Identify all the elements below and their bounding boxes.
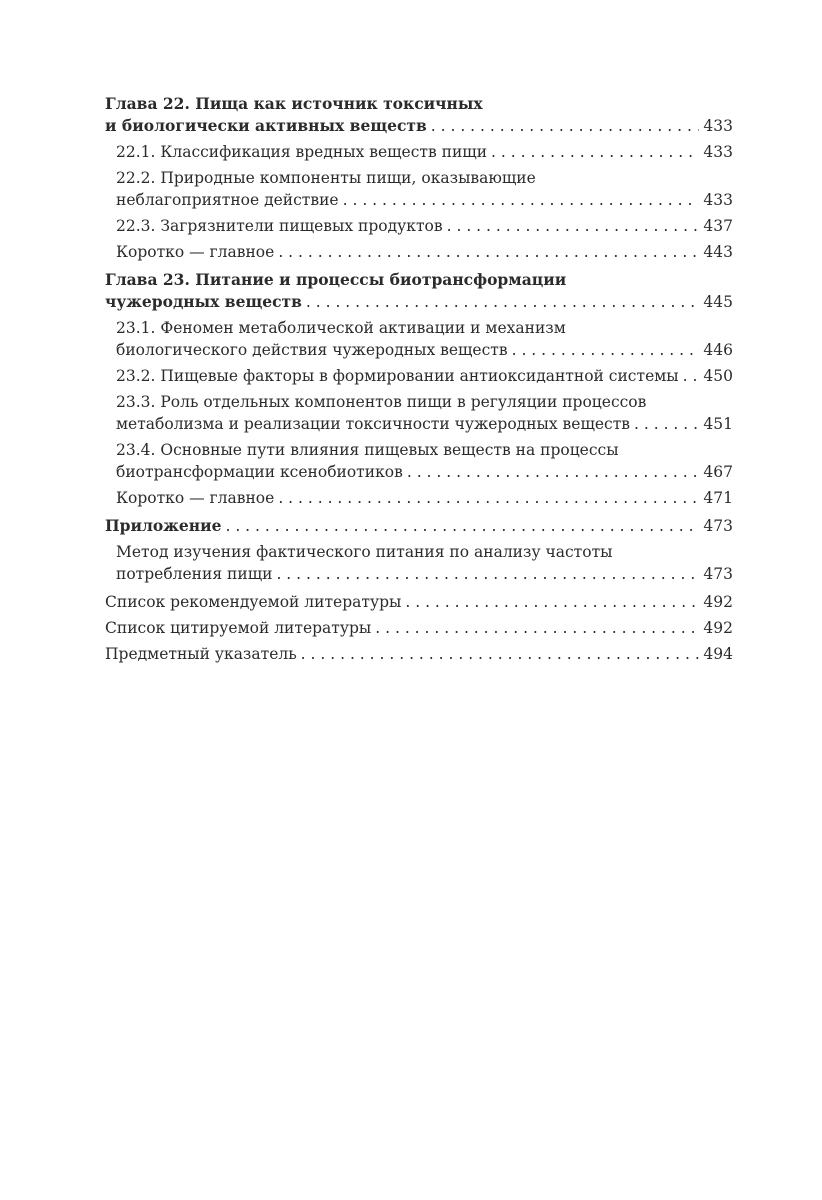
page-number: 492 [703, 593, 733, 611]
section-title: Список цитируемой литературы [105, 619, 372, 637]
toc-appendix[interactable] [105, 515, 733, 537]
section-title-line1: 23.4. Основные пути влияния пищевых веществ на процессы [116, 441, 619, 459]
toc-section-23-2[interactable] [105, 365, 733, 387]
page-number: 451 [703, 415, 733, 433]
section-title-line2: метаболизма и реализации токсичности чужеродных веществ [116, 415, 631, 433]
page-number: 467 [703, 463, 733, 481]
section-title: 22.1. Классификация вредных веществ пищи [116, 143, 488, 161]
page-number: 433 [703, 117, 733, 135]
section-title: Коротко — главное [116, 243, 275, 261]
toc-subject-index[interactable] [105, 643, 733, 665]
toc-section-23-summary[interactable] [105, 487, 733, 509]
toc-cited-literature[interactable] [105, 617, 733, 639]
chapter-title-line1: Глава 23. Питание и процессы биотрансформации [105, 270, 567, 289]
dot-leader [491, 141, 699, 163]
page-number: 445 [703, 293, 733, 311]
toc-appendix-item[interactable] [105, 541, 733, 585]
dot-leader [512, 339, 700, 361]
dot-leader [278, 241, 699, 263]
section-title-line1: Метод изучения фактического питания по анализу частоты [116, 543, 613, 561]
chapter-title-line2: чужеродных веществ [105, 292, 302, 311]
section-title: Предметный указатель [105, 645, 297, 663]
section-title-line2: неблагоприятное действие [116, 191, 339, 209]
page-number: 450 [703, 367, 733, 385]
section-title-line1: 23.3. Роль отдельных компонентов пищи в регуляции процессов [116, 393, 647, 411]
dot-leader [634, 413, 699, 435]
dot-leader [225, 515, 699, 537]
section-title-line2: потребления пищи [116, 565, 273, 583]
toc-chapter-22[interactable] [105, 93, 733, 137]
section-title: Список рекомендуемой литературы [105, 593, 402, 611]
toc-section-23-1[interactable] [105, 317, 733, 361]
dot-leader [407, 461, 700, 483]
page-number: 494 [703, 645, 733, 663]
dot-leader [276, 563, 699, 585]
section-title: 23.2. Пищевые факторы в формировании антиоксидантной системы [116, 367, 679, 385]
chapter-title-line1: Глава 22. Пища как источник токсичных [105, 94, 483, 113]
table-of-contents [105, 93, 733, 665]
toc-section-22-2[interactable] [105, 167, 733, 211]
toc-chapter-23[interactable] [105, 269, 733, 313]
page-number: 473 [703, 565, 733, 583]
section-title-line1: 23.1. Феномен метаболической активации и механизм [116, 319, 566, 337]
page-number: 473 [703, 517, 733, 535]
toc-section-23-4[interactable] [105, 439, 733, 483]
dot-leader [301, 643, 700, 665]
section-title-line1: 22.2. Природные компоненты пищи, оказывающие [116, 169, 536, 187]
toc-recommended-literature[interactable] [105, 591, 733, 613]
toc-section-22-1[interactable] [105, 141, 733, 163]
section-title: 22.3. Загрязнители пищевых продуктов [116, 217, 443, 235]
dot-leader [447, 215, 700, 237]
dot-leader [343, 189, 700, 211]
page-number: 443 [703, 243, 733, 261]
appendix-title: Приложение [105, 516, 222, 535]
page-number: 437 [703, 217, 733, 235]
dot-leader [306, 291, 700, 313]
page-number: 471 [703, 489, 733, 507]
dot-leader [405, 591, 699, 613]
chapter-title-line2: и биологически активных веществ [105, 116, 427, 135]
toc-section-22-3[interactable] [105, 215, 733, 237]
toc-section-23-3[interactable] [105, 391, 733, 435]
page-number: 433 [703, 143, 733, 161]
toc-section-22-summary[interactable] [105, 241, 733, 263]
dot-leader [375, 617, 699, 639]
dot-leader [431, 115, 700, 137]
page-number: 446 [703, 341, 733, 359]
dot-leader [278, 487, 699, 509]
page-number: 492 [703, 619, 733, 637]
section-title-line2: биологического действия чужеродных веществ [116, 341, 508, 359]
section-title: Коротко — главное [116, 489, 275, 507]
section-title-line2: биотрансформации ксенобиотиков [116, 463, 403, 481]
page-number: 433 [703, 191, 733, 209]
dot-leader [683, 365, 700, 387]
